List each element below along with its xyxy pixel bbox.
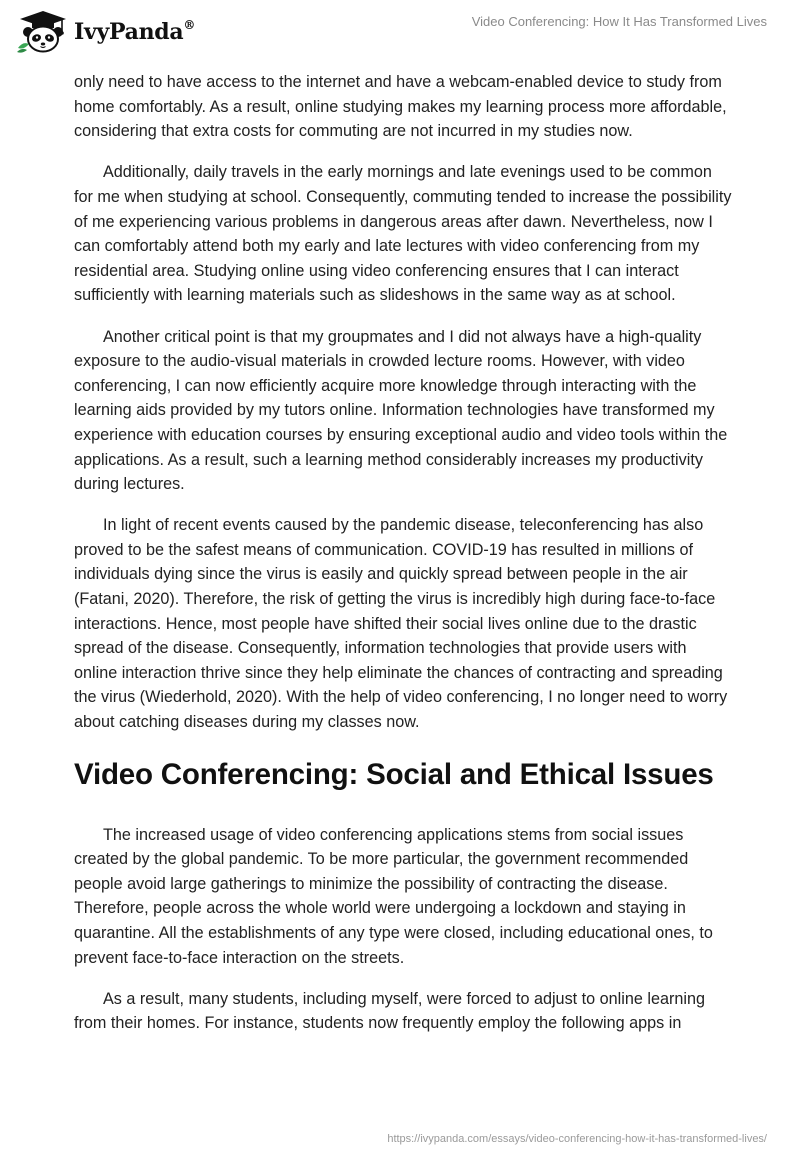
brand-name: IvyPanda® [74, 17, 196, 45]
page-header [0, 0, 800, 70]
paragraph: The increased usage of video conferencing applications stems from social issues created by the global pandemic. To be more particular, the government recommended people avoid large gatherings to minimize the possibility of contracting the disease. Therefore, people across the whole world were undergoing a lockdown and staying in quarantine. All the establishments of any type were closed, including educational ones, to prevent face-to-face interaction on the streets. [74, 825, 713, 967]
essay-body [74, 70, 734, 1036]
paragraph: Additionally, daily travels in the early mornings and late evenings used to be common for me when studying at school. Consequently, commuting tended to increase the possibility of me experiencing various problems in dangerous areas after dawn. Nevertheless, now I can comfortably attend both my early and late lectures with video conferencing from my residential area. Studying online using video conferencing ensures that I can interact sufficiently with learning materials such as slideshows in the same way as at school. [74, 163, 732, 305]
paragraph: As a result, many students, including myself, were forced to adjust to online learning from their homes. For instance, students now frequently employ the following apps in [74, 989, 705, 1033]
paragraph: Another critical point is that my groupmates and I did not always have a high-quality exposure to the audio-visual materials in crowded lecture rooms. However, with video conferencing, I can now efficiently acquire more knowledge through interacting with the learning aids provided by my tutors online. Information technologies have transformed my experience with education courses by ensuring exceptional audio and video tools within the applications. As a result, such a learning method considerably increases my productivity during lectures. [74, 327, 728, 494]
paragraph: In light of recent events caused by the pandemic disease, teleconferencing has also proved to be the safest means of communication. COVID-19 has resulted in millions of individuals dying since the virus is easily and quickly spread between people in the air (Fatani, 2020). Therefore, the risk of getting the virus is incredibly high during face-to-face interactions. Hence, most people have shifted their social lives online due to the drastic spread of the disease. Consequently, information technologies that provide users with online interaction thrive since they help eliminate the chances of contracting and spreading the virus (Wiederhold, 2020). With the help of video conferencing, I no longer need to worry about catching diseases during my classes now. [74, 516, 728, 732]
document-title: Video Conferencing: How It Has Transformed Lives [471, 14, 767, 29]
section-heading: Video Conferencing: Social and Ethical Issues [74, 757, 714, 791]
source-url[interactable]: https://ivypanda.com/essays/video-conferencing-how-it-has-transformed-lives/ [387, 1133, 767, 1145]
paragraph: only need to have access to the internet and have a webcam-enabled device to study from home comfortably. As a result, online studying makes my learning process more affordable, considering that extra costs for commuting are not incurred in my studies now. [74, 73, 727, 141]
ivypanda-logo[interactable] [14, 8, 195, 54]
panda-graduation-cap-icon [14, 8, 72, 54]
